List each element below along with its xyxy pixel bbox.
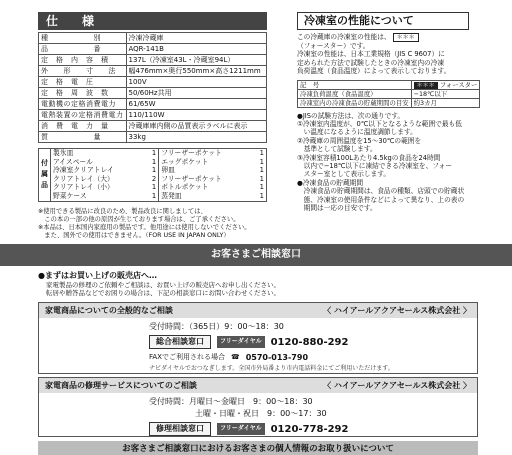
accessory-item [161, 175, 264, 184]
spec-row [39, 110, 267, 121]
general-consult-card [38, 302, 478, 374]
accessory-item [161, 192, 264, 201]
consult-band-title: お客さまご相談窓口 [0, 244, 512, 266]
accessory-name: アイスペール [53, 157, 93, 166]
accessory-qty: 1 [259, 174, 264, 183]
spec-value: 冷凍冷蔵庫 [126, 33, 267, 44]
jis-note-line: ①冷凍室内温度が、0℃以下となるような範囲で最も低 [297, 120, 462, 129]
spec-value: 50/60Hz共用 [126, 88, 267, 99]
perf-header-val: ＊＊＊ フォースター [411, 80, 480, 89]
note-line: ※使用できる製品に改良のため、製品改良に関しましては、 [38, 208, 207, 215]
accessory-name: 蒸発皿 [161, 191, 182, 200]
jis-note-line: ③冷凍室容積100Lあたり4.5kgの食品を24時間 [297, 153, 441, 162]
accessory-qty: 1 [151, 149, 157, 157]
card-company: 〈 ハイアールアクアセールス株式会社 〉 [323, 306, 471, 315]
jis-note-line: 冷凍食品の貯蔵期間は、食品の種類、店頭での貯蔵状 [297, 187, 465, 196]
perf-row-key: 冷凍室内の冷凍食品の貯蔵期間の目安 [298, 98, 412, 107]
accessory-qty: 1 [259, 157, 264, 166]
spec-key: 消 費 電 力 量 [39, 121, 127, 132]
phone-icon: ☎ [230, 353, 240, 361]
note-line: また、国外での使用はできません。（FOR USE IN JAPAN ONLY） [38, 232, 230, 239]
accessory-name: クリアトレイ（大） [53, 174, 114, 183]
accessory-name: エッグポケット [161, 157, 209, 166]
spec-value: 100V [126, 77, 267, 88]
privacy-title: お客さまご相談窓口におけるお客さまの個人情報のお取り扱いについて [38, 441, 478, 455]
spec-table [38, 32, 267, 143]
spec-key: 電動機の定格消費電力 [39, 99, 127, 110]
accessory-qty: 1 [259, 191, 264, 200]
spec-key: 定 格 内 容 積 [39, 55, 127, 66]
jis-note-line: い温度になるように温度調節します。 [297, 128, 417, 137]
jis-note-line: 以内で−18℃以下に凍結できる冷凍室を、フォー [297, 162, 453, 171]
accessory-item [53, 149, 156, 158]
card-phone-row [149, 335, 477, 349]
accessory-item [53, 166, 156, 175]
spec-row [39, 99, 267, 110]
fax-note: ナビダイヤルでおつなぎします。全国市外局番より市内電話料金にてご利用いただけます。 [149, 365, 394, 372]
accessory-qty: 1 [259, 166, 264, 175]
spec-row [39, 55, 267, 66]
perf-row-key: 冷凍負荷温度（食品温度） [298, 89, 412, 98]
perf-intro-line: 負荷温度（食品温度）によって表示しております。 [297, 67, 451, 76]
fax-row [149, 352, 477, 362]
spec-key: 電熱装置の定格消費電力 [39, 110, 127, 121]
accessory-qty: 1 [151, 191, 157, 200]
accessory-item [53, 183, 156, 192]
spec-title: 仕 様 [38, 12, 267, 30]
fax-number[interactable]: 0570-013-790 [245, 352, 309, 362]
performance-title-text: 冷凍室の性能について [304, 14, 414, 27]
perf-row-val: 約3カ月 [411, 98, 480, 107]
card-hours: 受付時間：月曜日〜金曜日 9：00〜18：30 [149, 397, 313, 406]
accessories-table [38, 148, 267, 202]
star-mark: ＊＊＊ [414, 82, 438, 89]
spec-value: 61/65W [126, 99, 267, 110]
spec-row [39, 132, 267, 143]
perf-intro-line: 定められた方法で試験したときの冷凍室内の冷凍 [297, 58, 445, 67]
spec-key: 定 格 周 波 数 [39, 88, 127, 99]
jis-note-line: 基準として試験します。 [297, 145, 377, 154]
jis-note-line: ●冷凍食品の貯蔵期間 [297, 178, 364, 187]
card-hours: 受付時間：（365日）9：00〜18：30 [149, 322, 284, 331]
card-heading: 家電商品の修理サービスについてのご相談 [45, 381, 197, 390]
accessories-col-left [51, 149, 159, 202]
free-dial-icon: フリーダイヤル [217, 423, 265, 435]
jis-note-line: 期間は一応の目安です。 [297, 204, 377, 213]
spec-key: 定 格 電 圧 [39, 77, 127, 88]
accessory-item [161, 149, 264, 158]
spec-row [39, 77, 267, 88]
spec-value: 110/110W [126, 110, 267, 121]
jis-note-line: ②冷蔵庫の周囲温度を15〜30℃の範囲を [297, 136, 422, 145]
jis-notes [297, 112, 469, 213]
jis-note-line: ●JISの試験方法は、次の通りです。 [297, 111, 405, 120]
accessory-name: フリーザーポケット [161, 174, 222, 183]
spec-row [39, 66, 267, 77]
card-hours-weekend: 土曜・日曜・祝日 9：00〜17：30 [195, 409, 327, 418]
accessories-col-right [159, 149, 267, 202]
accessory-item [161, 158, 264, 167]
perf-row-val: −18℃以下 [411, 89, 480, 98]
spec-key: 外 形 寸 法 [39, 66, 127, 77]
spec-row [39, 44, 267, 55]
accessory-qty: 1 [259, 183, 264, 192]
accessory-qty: 1 [151, 157, 157, 166]
first-shop-title: ●まずはお買い上げの販売店へ… [38, 271, 157, 280]
spec-key: 品 番 [39, 44, 127, 55]
accessories-row [39, 149, 267, 202]
jis-note-line: スター室として表示します。 [297, 170, 391, 179]
spec-key: 種 別 [39, 33, 127, 44]
accessory-name: ボトルポケット [161, 183, 209, 192]
perf-intro-line: この冷蔵庫の冷凍室の性能は、 ＊＊＊ [297, 33, 469, 42]
accessory-qty: 1 [151, 183, 157, 192]
phone-number[interactable]: 0120-778-292 [270, 423, 349, 435]
spec-notes [38, 208, 270, 240]
desk-label: 総合相談窓口 [149, 335, 211, 349]
perf-intro-line: （フォースター）です。 [297, 42, 370, 50]
spec-key: 質 量 [39, 132, 127, 143]
accessory-name: フリーザーポケット [161, 149, 222, 157]
jis-note-line: 態、冷凍室の使用条件などによって異なり、上の表の [297, 195, 465, 204]
repair-consult-card [38, 377, 478, 437]
spec-value: 幅476mm×奥行550mm×高さ1211mm [126, 66, 267, 77]
desk-label: 修理相談窓口 [149, 422, 211, 436]
first-shop-sub: 家電製品の修理のご依頼やご相談は、お買い上げの販売店へお申し出ください。 転居や贈答品などでお困りの場合は、下記の相談窓口にお問い合わせください。 [46, 281, 280, 297]
accessory-qty: 2 [151, 174, 157, 183]
perf-intro-line: 冷凍室の性能は、日本工業規格（JIS C 9607）に [297, 50, 445, 59]
accessory-qty: 1 [151, 166, 157, 175]
accessory-name: 野菜ケース [53, 191, 87, 200]
free-dial-icon: フリーダイヤル [217, 336, 265, 348]
performance-table [297, 80, 480, 108]
phone-number[interactable]: 0120-880-292 [270, 336, 349, 348]
card-heading: 家電商品についての全般的なご相談 [45, 306, 173, 315]
performance-body [297, 33, 478, 213]
fax-label: FAXでご利用される場合 [149, 353, 225, 361]
note-line: この本の一部の他の原因が生じております場合は、ご了承ください。 [38, 216, 240, 223]
card-phone-row [149, 422, 477, 436]
card-company: 〈 ハイアールアクアセールス株式会社 〉 [323, 381, 471, 390]
spec-value: 137L（冷凍室43L・冷蔵室94L） [126, 55, 267, 66]
accessory-item [161, 166, 264, 175]
accessory-name: 卵皿 [161, 166, 175, 175]
accessory-item [161, 183, 264, 192]
spec-row [39, 121, 267, 132]
card-header [39, 378, 477, 393]
card-header [39, 303, 477, 318]
accessory-item [53, 158, 156, 167]
note-line: ※本品は、日本国内家庭用の製品です。他用途には使用しないでください。 [38, 224, 251, 231]
spec-value: 33kg [126, 132, 267, 143]
spec-row [39, 33, 267, 44]
spec-value: 冷蔵庫庫内側の品質表示ラベルに表示 [126, 121, 267, 132]
accessories-side-label: 付 属 品 [39, 149, 51, 202]
accessory-name: 製氷皿 [53, 149, 74, 157]
star-mark: ＊＊＊ [393, 33, 419, 42]
accessory-item [53, 192, 156, 201]
accessory-qty: 1 [259, 149, 264, 157]
spec-value: AQR-141B [126, 44, 267, 55]
accessory-name: 冷凍室クリアトレイ [53, 166, 114, 175]
perf-header-key: 記 号 [298, 80, 412, 89]
spec-row [39, 88, 267, 99]
accessory-name: クリアトレイ（小） [53, 183, 114, 192]
performance-title [297, 12, 469, 30]
